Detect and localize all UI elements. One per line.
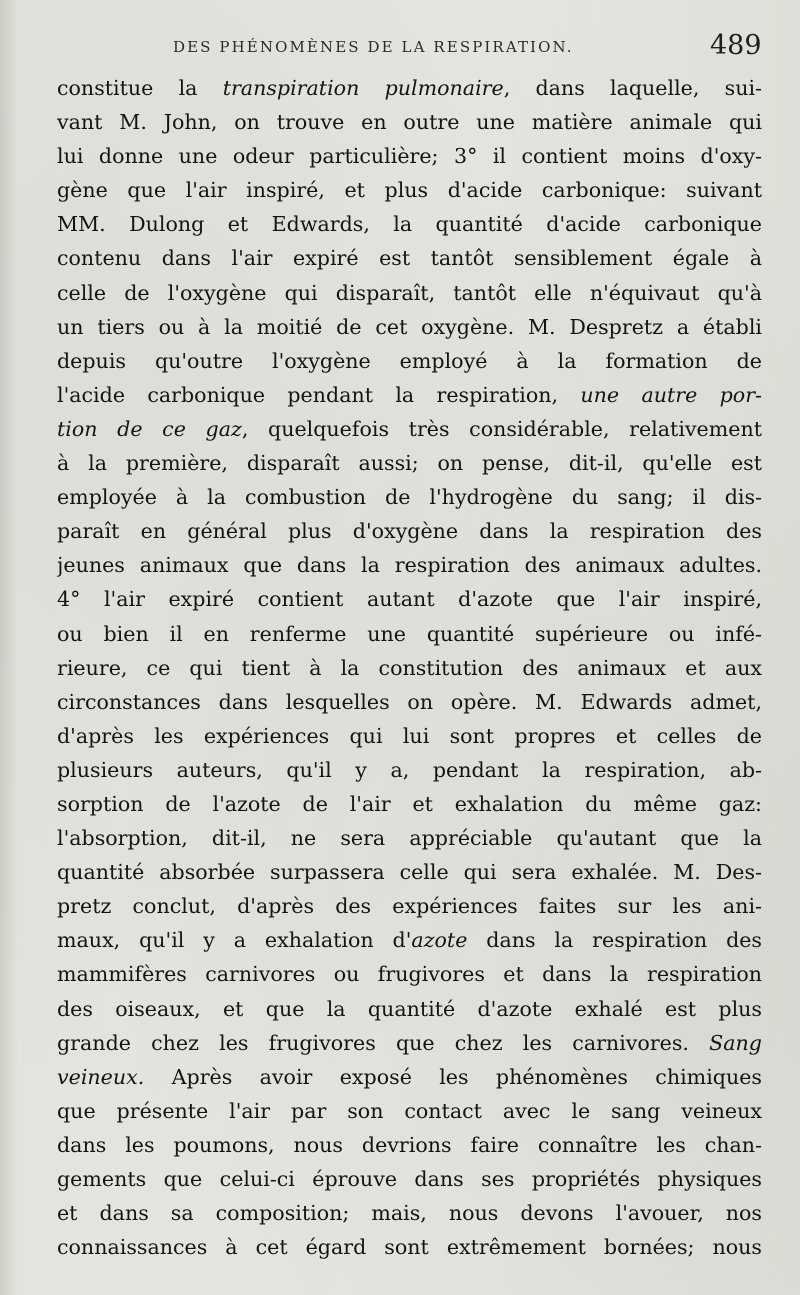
text-line — [57, 753, 762, 787]
text-line — [57, 1026, 762, 1060]
text-line — [57, 514, 762, 548]
running-title: DES PHÉNOMÈNES DE LA RESPIRATION. — [173, 38, 574, 56]
text-run: depuis qu'outre l'oxygène employé à la formation de — [57, 348, 762, 373]
text-line — [57, 923, 762, 957]
text-line — [57, 582, 762, 616]
text-line — [57, 310, 762, 344]
italic-run: Sang — [709, 1030, 762, 1055]
text-run: constitue la — [57, 76, 223, 100]
text-line — [57, 139, 762, 173]
text-line — [57, 719, 762, 753]
text-run: d'après les expériences qui lui sont propres et celles de — [57, 723, 762, 748]
text-run: ou bien il en renferme une quantité supérieure ou infé- — [57, 621, 762, 646]
text-line — [57, 1128, 762, 1162]
text-run: jeunes animaux que dans la respiration des animaux adultes. — [57, 553, 762, 578]
running-head — [0, 30, 800, 66]
text-line — [57, 855, 762, 889]
text-line — [57, 105, 762, 139]
text-run: à la première, disparaît aussi; on pense, dit-il, qu'elle est — [57, 451, 762, 476]
text-run: que présente l'air par son contact avec le sang veineux — [57, 1098, 762, 1123]
text-line — [57, 651, 762, 685]
text-line — [57, 1196, 762, 1230]
text-run: mammifères carnivores ou frugivores et dans la respiration — [57, 962, 762, 987]
text-run: lui donne une odeur particulière; 3° il contient moins d'oxy- — [57, 144, 762, 169]
text-run: employée à la combustion de l'hydrogène du sang; il dis- — [57, 485, 762, 510]
text-line — [57, 207, 762, 241]
text-line — [57, 173, 762, 207]
text-line — [57, 889, 762, 923]
text-line — [57, 992, 762, 1026]
text-line — [57, 821, 762, 855]
text-run: contenu dans l'air expiré est tantôt sensiblement égale à — [57, 246, 762, 271]
text-line — [57, 787, 762, 821]
text-run: Après avoir exposé les phénomènes chimiques — [144, 1064, 762, 1089]
text-line — [57, 241, 762, 275]
text-run: des oiseaux, et que la quantité d'azote exhalé est plus — [57, 996, 762, 1021]
text-run: , dans laquelle, sui- — [503, 76, 762, 100]
text-run: maux, qu'il y a exhalation d' — [57, 928, 412, 953]
text-line — [57, 617, 762, 651]
text-line — [57, 1230, 762, 1264]
text-run: MM. Dulong et Edwards, la quantité d'acide carbonique — [57, 212, 762, 237]
text-run: paraît en général plus d'oxygène dans la respiration des — [57, 519, 762, 544]
text-line — [57, 957, 762, 991]
text-run: pretz conclut, d'après des expériences faites sur les ani- — [57, 894, 762, 919]
text-line — [57, 412, 762, 446]
text-run: celle de l'oxygène qui disparaît, tantôt elle n'équivaut qu'à — [57, 280, 762, 305]
text-run: dans les poumons, nous devrions faire connaître les chan- — [57, 1132, 762, 1157]
text-line — [57, 71, 762, 105]
text-run: quantité absorbée surpassera celle qui sera exhalée. M. Des- — [57, 860, 762, 885]
italic-run: transpiration pulmonaire — [222, 76, 504, 100]
text-run: , quelquefois très considérable, relativement — [241, 416, 762, 441]
text-run: circonstances dans lesquelles on opère. M. Edwards admet, — [57, 689, 762, 714]
text-run: l'acide carbonique pendant la respiration, — [57, 382, 581, 407]
text-run: vant M. John, on trouve en outre une matière animale qui — [57, 110, 762, 135]
text-run: gements que celui-ci éprouve dans ses propriétés physiques — [57, 1167, 762, 1191]
text-run: un tiers ou à la moitié de cet oxygène. M. Despretz a établi — [57, 314, 762, 339]
text-line — [57, 446, 762, 480]
body-text — [57, 71, 762, 1264]
text-line — [57, 378, 762, 412]
text-line — [57, 344, 762, 378]
italic-run: une autre por- — [580, 382, 762, 407]
italic-run: tion de ce gaz — [57, 416, 242, 441]
text-run: 4° l'air expiré contient autant d'azote que l'air inspiré, — [57, 587, 762, 612]
text-run: plusieurs auteurs, qu'il y a, pendant la respiration, ab- — [57, 757, 762, 782]
italic-run: azote — [411, 928, 468, 953]
text-run: rieure, ce qui tient à la constitution des animaux et aux — [57, 655, 762, 680]
text-line — [57, 276, 762, 310]
text-line — [57, 548, 762, 582]
text-line — [57, 480, 762, 514]
page-number: 489 — [710, 30, 762, 61]
text-run: dans la respiration des — [467, 928, 762, 953]
italic-run: veineux. — [57, 1064, 145, 1089]
text-run: connaissances à cet égard sont extrêmement bornées; nous — [57, 1235, 762, 1260]
text-run: l'absorption, dit-il, ne sera appréciable qu'autant que la — [57, 826, 762, 851]
text-run: gène que l'air inspiré, et plus d'acide carbonique: suivant — [57, 178, 762, 203]
text-line — [57, 1094, 762, 1128]
text-line — [57, 1060, 762, 1094]
text-run: et dans sa composition; mais, nous devons l'avouer, nos — [57, 1201, 762, 1226]
text-line — [57, 685, 762, 719]
text-run: sorption de l'azote de l'air et exhalation du même gaz: — [57, 791, 762, 816]
text-run: grande chez les frugivores que chez les carnivores. — [57, 1030, 710, 1055]
text-line — [57, 1162, 762, 1196]
